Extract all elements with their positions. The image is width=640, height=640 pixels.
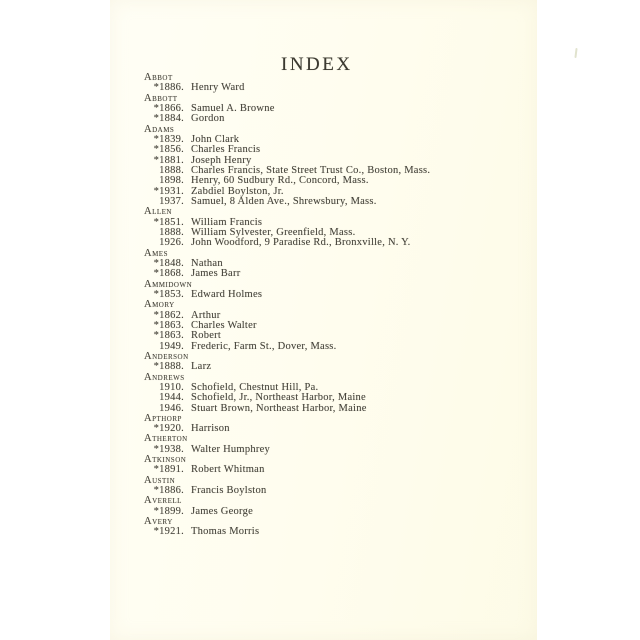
- entry-year: 1888.: [159, 164, 184, 176]
- entry-year: *1881.: [153, 154, 184, 166]
- entry-year: 1888.: [159, 226, 184, 238]
- entry-name: Charles Francis: [191, 144, 261, 156]
- index-entry: [144, 197, 524, 207]
- entry-year: *1931.: [153, 185, 184, 197]
- entry-year: *1851.: [153, 216, 184, 228]
- index-entry: [144, 507, 524, 517]
- entry-name: Henry Ward: [191, 82, 245, 94]
- surname-heading: Averell: [144, 495, 182, 507]
- entry-name: Robert: [191, 330, 222, 342]
- index-entry: [144, 238, 524, 248]
- entry-year: *1891.: [153, 464, 184, 476]
- surname-heading: Anderson: [144, 350, 189, 362]
- entry-year: 1949.: [159, 340, 184, 352]
- entry-year: *1921.: [153, 526, 184, 538]
- index-list: [144, 73, 524, 538]
- entry-year: 1946.: [159, 402, 184, 414]
- entry-name: Charles Walter: [191, 319, 257, 331]
- index-entry: [144, 393, 524, 403]
- entry-name: Francis Boylston: [191, 485, 267, 497]
- surname-heading: Abbott: [144, 92, 178, 104]
- index-entry: [144, 465, 524, 475]
- entry-year: *1862.: [153, 309, 184, 321]
- entry-name: Samuel A. Browne: [191, 102, 275, 114]
- entry-name: Stuart Brown, Northeast Harbor, Maine: [191, 402, 367, 414]
- entry-name: Zabdiel Boylston, Jr.: [191, 185, 284, 197]
- entry-name: Henry, 60 Sudbury Rd., Concord, Mass.: [191, 175, 369, 187]
- surname-heading: Avery: [144, 516, 173, 528]
- entry-year: *1886.: [153, 82, 184, 94]
- index-entry: [144, 445, 524, 455]
- entry-name: Walter Humphrey: [191, 443, 271, 455]
- entry-year: *1884.: [153, 113, 184, 125]
- entry-name: Nathan: [191, 257, 223, 269]
- entry-year: *1868.: [153, 268, 184, 280]
- surname-heading: Amory: [144, 299, 175, 311]
- entry-year: 1944.: [159, 392, 184, 404]
- entry-year: *1938.: [153, 443, 184, 455]
- index-entry: [144, 83, 524, 93]
- entry-year: *1863.: [153, 330, 184, 342]
- index-entry: [144, 404, 524, 414]
- entry-year: *1848.: [153, 257, 184, 269]
- entry-year: *1886.: [153, 485, 184, 497]
- surname-heading: Abbot: [144, 72, 173, 83]
- entry-name: John Clark: [191, 133, 240, 145]
- entry-year: 1898.: [159, 175, 184, 187]
- entry-name: Schofield, Chestnut Hill, Pa.: [191, 381, 319, 393]
- surname-heading: Apthorp: [144, 412, 182, 424]
- index-entry: [144, 114, 524, 124]
- entry-name: Frederic, Farm St., Dover, Mass.: [191, 340, 337, 352]
- scan-artifact-mark: [574, 48, 577, 58]
- entry-year: *1856.: [153, 144, 184, 156]
- surname-heading: Andrews: [144, 371, 185, 383]
- entry-name: Charles Francis, State Street Trust Co., Boston, Mass.: [191, 164, 431, 176]
- entry-year: *1866.: [153, 102, 184, 114]
- entry-name: James Barr: [191, 268, 241, 280]
- entry-year: 1910.: [159, 381, 184, 393]
- entry-year: *1853.: [153, 288, 184, 300]
- surname-heading: Austin: [144, 474, 176, 486]
- surname-heading: Atkinson: [144, 454, 187, 466]
- entry-year: *1839.: [153, 133, 184, 145]
- scanned-book-page: [110, 0, 537, 640]
- entry-name: Robert Whitman: [191, 464, 265, 476]
- entry-name: Arthur: [191, 309, 221, 321]
- surname-heading: Atherton: [144, 433, 188, 445]
- entry-year: *1920.: [153, 423, 184, 435]
- index-entry: [144, 331, 524, 341]
- entry-name: Joseph Henry: [191, 154, 252, 166]
- entry-name: Edward Holmes: [191, 288, 263, 300]
- index-entry: [144, 269, 524, 279]
- entry-name: Harrison: [191, 423, 230, 435]
- entry-name: James George: [191, 505, 253, 517]
- surname-heading: Allen: [144, 206, 172, 218]
- index-entry: [144, 362, 524, 372]
- page-title: INDEX: [281, 54, 353, 75]
- entry-year: *1899.: [153, 505, 184, 517]
- entry-year: *1863.: [153, 319, 184, 331]
- index-entry: [144, 486, 524, 496]
- entry-year: 1926.: [159, 237, 184, 249]
- index-entry: [144, 290, 524, 300]
- surname-heading: Ames: [144, 247, 168, 259]
- entry-year: *1888.: [153, 361, 184, 373]
- entry-name: Schofield, Jr., Northeast Harbor, Maine: [191, 392, 366, 404]
- index-entry: [144, 342, 524, 352]
- entry-name: William Sylvester, Greenfield, Mass.: [191, 226, 356, 238]
- entry-name: William Francis: [191, 216, 263, 228]
- entry-name: Gordon: [191, 113, 225, 125]
- entry-name: Thomas Morris: [191, 526, 260, 538]
- entry-name: Samuel, 8 Alden Ave., Shrewsbury, Mass.: [191, 195, 377, 207]
- index-entry: [144, 424, 524, 434]
- surname-heading: Ammidown: [144, 278, 193, 290]
- entry-name: Larz: [191, 361, 212, 373]
- entry-name: John Woodford, 9 Paradise Rd., Bronxville, N. Y.: [191, 237, 411, 249]
- index-entry: [144, 527, 524, 537]
- entry-year: 1937.: [159, 195, 184, 207]
- surname-heading: Adams: [144, 123, 175, 135]
